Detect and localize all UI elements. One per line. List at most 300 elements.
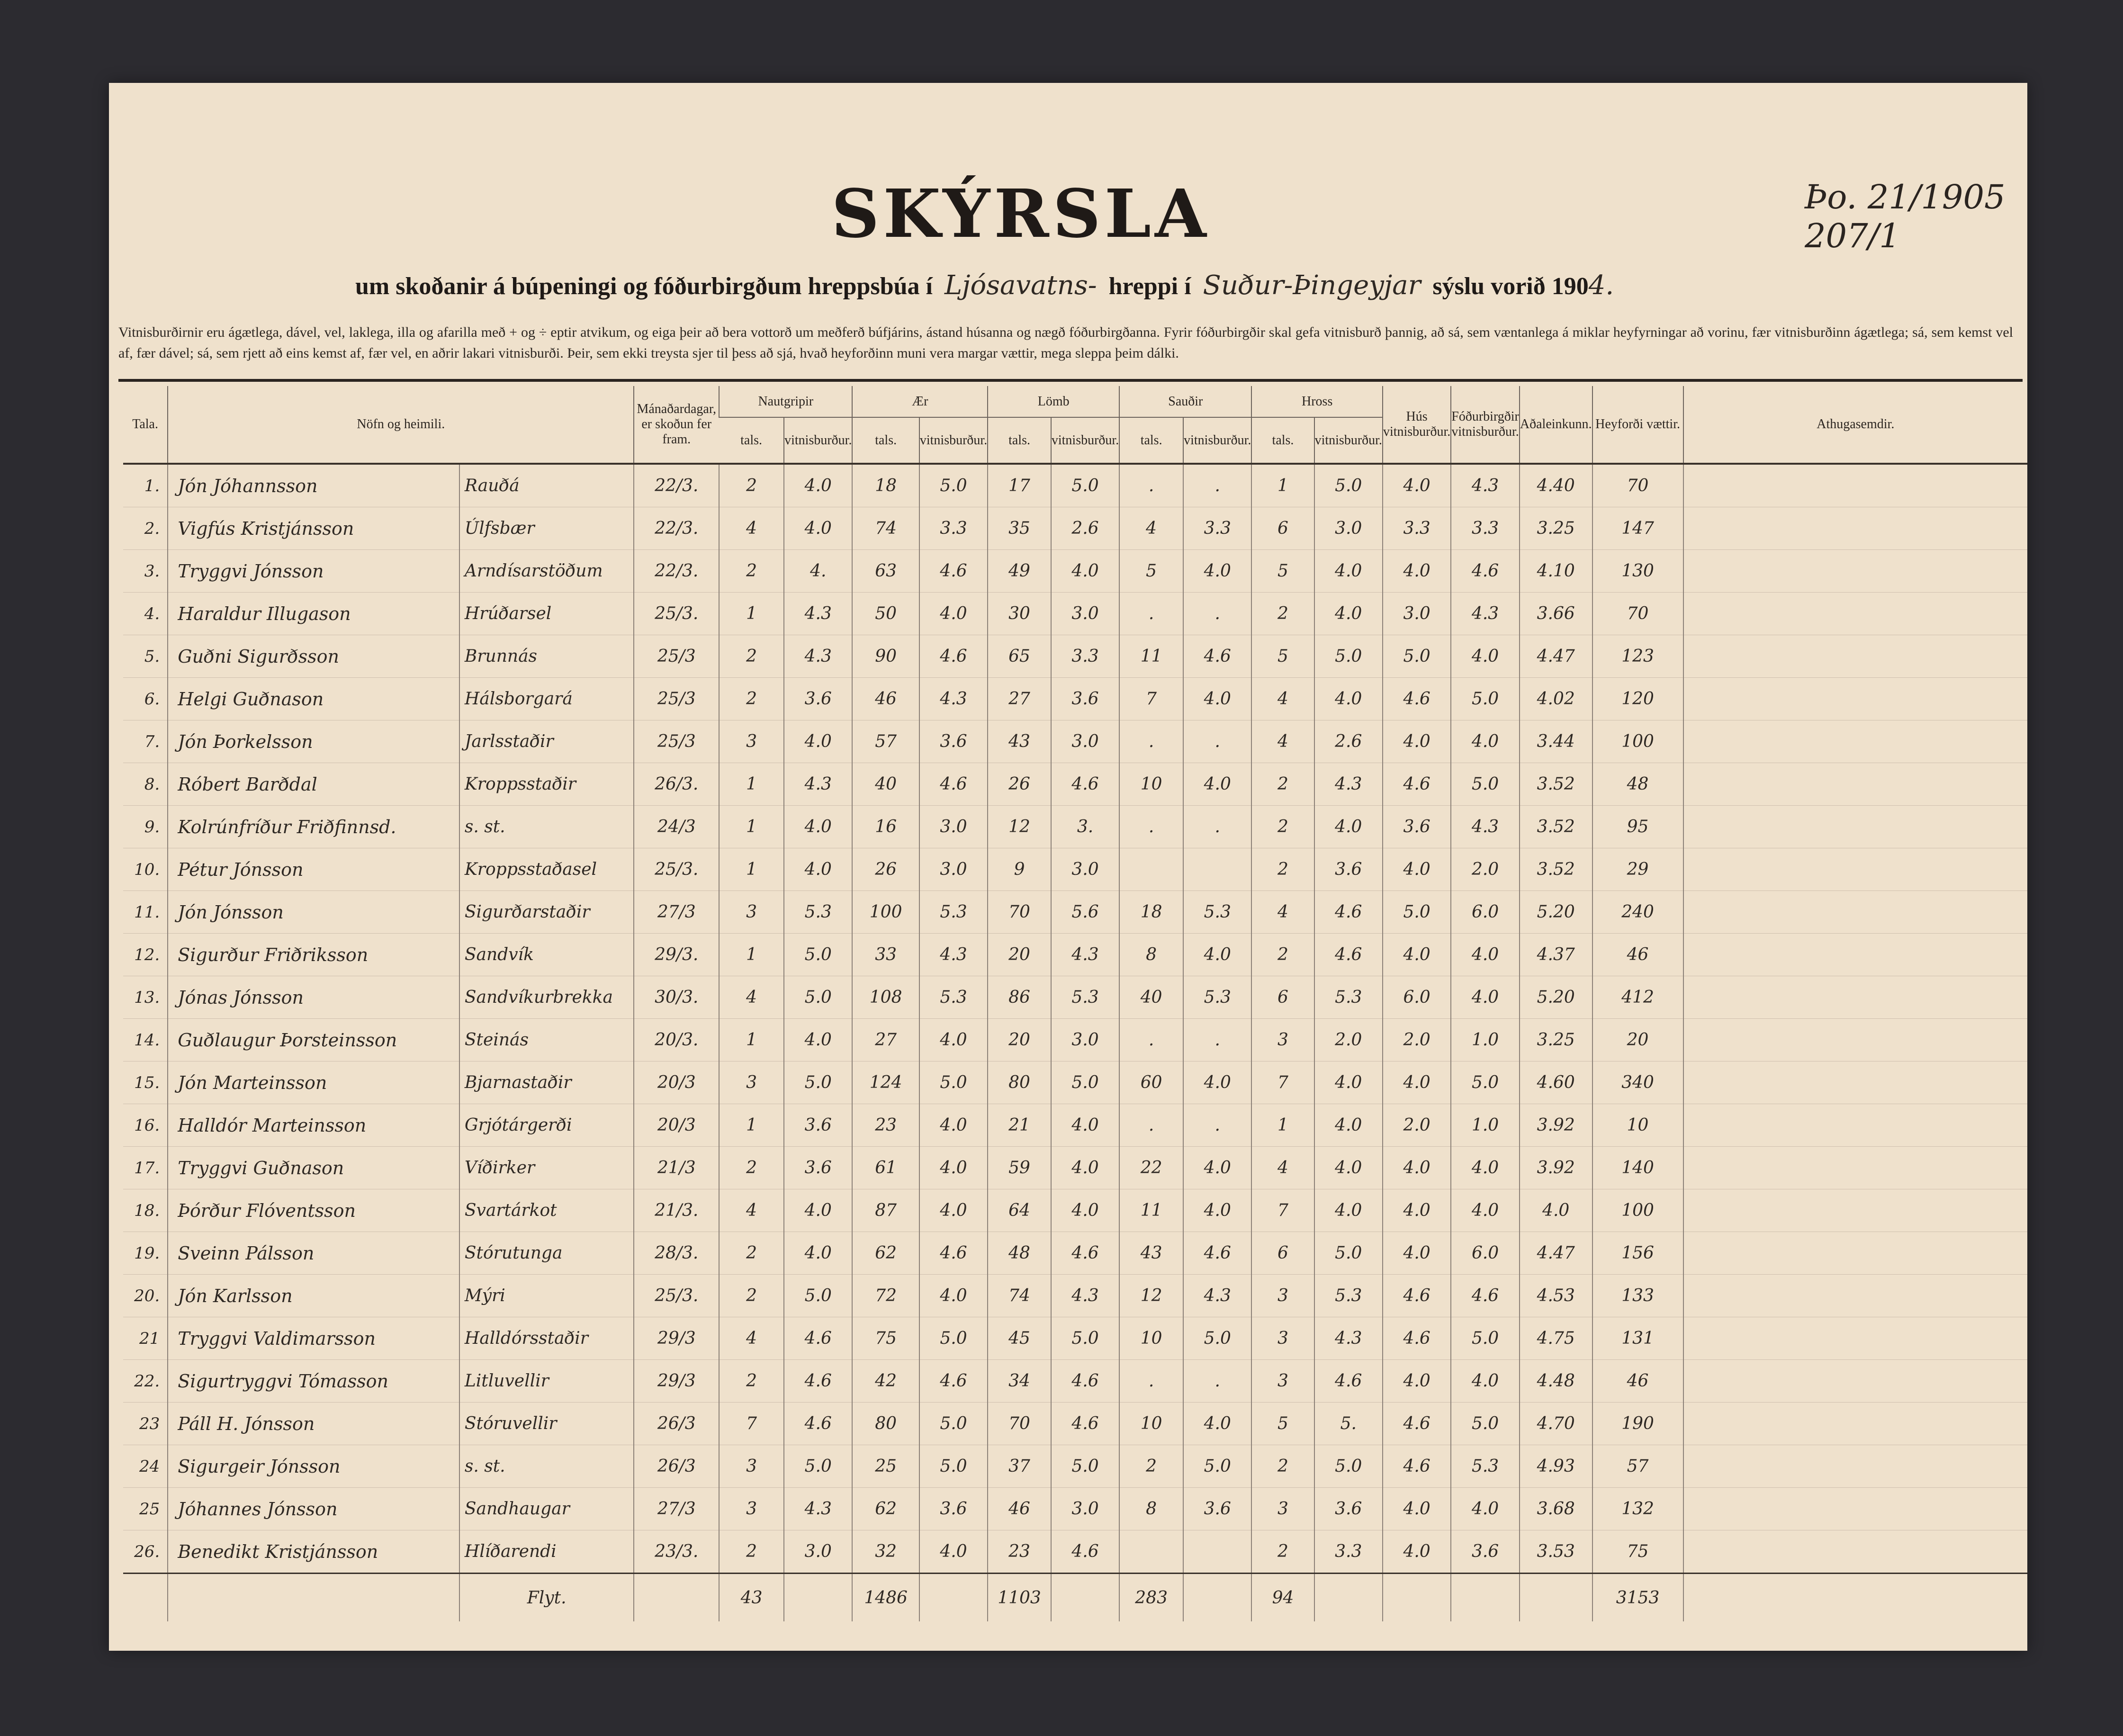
- row-nautgripir-vitnisburdur: 5.0: [784, 976, 852, 1019]
- table-row: [123, 1104, 2027, 1147]
- row-lomb-tals: 12: [988, 806, 1051, 848]
- row-date: 27/3: [634, 891, 719, 934]
- row-adaleinkunn: 3.68: [1520, 1488, 1592, 1530]
- row-adaleinkunn: 4.47: [1520, 635, 1592, 678]
- row-adaleinkunn: 4.0: [1520, 1189, 1592, 1232]
- row-fodurbirgdir: 6.0: [1451, 1232, 1520, 1275]
- row-nautgripir-tals: 2: [719, 1275, 784, 1317]
- row-athugasemdir: [1683, 464, 2027, 507]
- row-saudir-tals: 12: [1119, 1275, 1183, 1317]
- row-adaleinkunn: 4.53: [1520, 1275, 1592, 1317]
- row-aer-tals: 18: [852, 464, 919, 507]
- row-saudir-vitnisburdur: 4.0: [1183, 550, 1251, 593]
- table-body: [123, 464, 2027, 1574]
- row-athugasemdir: [1683, 593, 2027, 635]
- subcol-vitnisburdur: vitnisburður.: [784, 417, 852, 464]
- row-saudir-tals: 11: [1119, 1189, 1183, 1232]
- table-row: [123, 550, 2027, 593]
- row-adaleinkunn: 3.52: [1520, 763, 1592, 806]
- row-nautgripir-vitnisburdur: 4.0: [784, 1019, 852, 1061]
- row-athugasemdir: [1683, 1275, 2027, 1317]
- row-lomb-vitnisburdur: 3.0: [1051, 720, 1119, 763]
- row-heyfordi: 123: [1592, 635, 1683, 678]
- row-name: Jónas Jónsson: [168, 976, 459, 1019]
- row-aer-vitnisburdur: 5.0: [919, 1061, 988, 1104]
- row-fodurbirgdir: 2.0: [1451, 848, 1520, 891]
- row-adaleinkunn: 4.47: [1520, 1232, 1592, 1275]
- row-hross-vitnisburdur: 2.0: [1314, 1019, 1383, 1061]
- row-lomb-vitnisburdur: 4.6: [1051, 763, 1119, 806]
- row-saudir-vitnisburdur: 4.0: [1183, 763, 1251, 806]
- row-lomb-vitnisburdur: 5.0: [1051, 464, 1119, 507]
- row-hus: 5.0: [1383, 891, 1451, 934]
- row-fodurbirgdir: 5.0: [1451, 763, 1520, 806]
- row-hross-vitnisburdur: 4.0: [1314, 1189, 1383, 1232]
- row-fodurbirgdir: 4.0: [1451, 635, 1520, 678]
- table-row: [123, 1488, 2027, 1530]
- row-hross-tals: 7: [1251, 1061, 1314, 1104]
- row-heyfordi: 156: [1592, 1232, 1683, 1275]
- row-nautgripir-vitnisburdur: 5.3: [784, 891, 852, 934]
- row-nautgripir-tals: 7: [719, 1403, 784, 1445]
- row-lomb-vitnisburdur: 4.0: [1051, 1104, 1119, 1147]
- col-fodurbirgdir: Fóðurbirgðir vitnisburður.: [1451, 386, 1520, 464]
- row-aer-tals: 32: [852, 1530, 919, 1574]
- col-hross: Hross: [1251, 386, 1383, 417]
- row-date: 21/3: [634, 1147, 719, 1189]
- row-fodurbirgdir: 5.0: [1451, 1403, 1520, 1445]
- row-saudir-vitnisburdur: .: [1183, 1104, 1251, 1147]
- row-hus: 4.0: [1383, 1488, 1451, 1530]
- row-adaleinkunn: 3.52: [1520, 806, 1592, 848]
- row-hross-tals: 2: [1251, 806, 1314, 848]
- row-saudir-tals: 18: [1119, 891, 1183, 934]
- row-nautgripir-vitnisburdur: 3.6: [784, 678, 852, 720]
- row-nautgripir-vitnisburdur: 4.6: [784, 1317, 852, 1360]
- row-hross-vitnisburdur: 3.0: [1314, 507, 1383, 550]
- subcol-tals: tals.: [1119, 417, 1183, 464]
- row-saudir-tals: 7: [1119, 678, 1183, 720]
- reference-note: Þo. 21/1905 207/1: [1805, 178, 2006, 255]
- row-lomb-vitnisburdur: 4.0: [1051, 1147, 1119, 1189]
- row-date: 26/3: [634, 1403, 719, 1445]
- row-saudir-tals: 10: [1119, 763, 1183, 806]
- year-digit-field: 4.: [1588, 270, 1614, 301]
- row-adaleinkunn: 4.93: [1520, 1445, 1592, 1488]
- row-nautgripir-vitnisburdur: 4.0: [784, 1189, 852, 1232]
- row-fodurbirgdir: 4.6: [1451, 550, 1520, 593]
- row-hus: 4.0: [1383, 550, 1451, 593]
- row-hross-vitnisburdur: 3.3: [1314, 1530, 1383, 1574]
- row-lomb-tals: 20: [988, 1019, 1051, 1061]
- totals-empty: [1051, 1574, 1119, 1622]
- row-heyfordi: 132: [1592, 1488, 1683, 1530]
- row-lomb-tals: 23: [988, 1530, 1051, 1574]
- table-row: [123, 1061, 2027, 1104]
- row-aer-vitnisburdur: 5.3: [919, 891, 988, 934]
- row-number: 3.: [123, 550, 168, 593]
- row-hross-tals: 2: [1251, 593, 1314, 635]
- row-lomb-tals: 17: [988, 464, 1051, 507]
- row-athugasemdir: [1683, 1061, 2027, 1104]
- table-row: [123, 1147, 2027, 1189]
- row-hus: 3.6: [1383, 806, 1451, 848]
- row-aer-vitnisburdur: 4.6: [919, 1232, 988, 1275]
- row-aer-vitnisburdur: 4.6: [919, 763, 988, 806]
- row-nautgripir-vitnisburdur: 4.6: [784, 1403, 852, 1445]
- col-aer: Ær: [852, 386, 988, 417]
- row-date: 28/3.: [634, 1232, 719, 1275]
- row-aer-vitnisburdur: 4.0: [919, 593, 988, 635]
- row-heyfordi: 147: [1592, 507, 1683, 550]
- row-adaleinkunn: 3.44: [1520, 720, 1592, 763]
- table-row: [123, 678, 2027, 720]
- subcol-vitnisburdur: vitnisburður.: [1051, 417, 1119, 464]
- row-lomb-vitnisburdur: 5.0: [1051, 1445, 1119, 1488]
- row-number: 26.: [123, 1530, 168, 1574]
- row-hus: 4.6: [1383, 1275, 1451, 1317]
- table-row: [123, 1189, 2027, 1232]
- row-saudir-vitnisburdur: .: [1183, 806, 1251, 848]
- row-saudir-vitnisburdur: .: [1183, 1360, 1251, 1403]
- row-nautgripir-vitnisburdur: 4.0: [784, 1232, 852, 1275]
- row-aer-tals: 124: [852, 1061, 919, 1104]
- row-date: 22/3.: [634, 507, 719, 550]
- row-aer-tals: 108: [852, 976, 919, 1019]
- row-adaleinkunn: 4.37: [1520, 934, 1592, 976]
- row-hus: 4.0: [1383, 720, 1451, 763]
- row-lomb-tals: 64: [988, 1189, 1051, 1232]
- row-aer-vitnisburdur: 5.0: [919, 1445, 988, 1488]
- row-name: Jóhannes Jónsson: [168, 1488, 459, 1530]
- subcol-vitnisburdur: vitnisburður.: [919, 417, 988, 464]
- totals-row: [123, 1574, 2027, 1622]
- table-row: [123, 1360, 2027, 1403]
- row-nautgripir-tals: 2: [719, 1360, 784, 1403]
- row-home: Sigurðarstaðir: [459, 891, 634, 934]
- row-fodurbirgdir: 4.0: [1451, 1488, 1520, 1530]
- row-home: Sandvík: [459, 934, 634, 976]
- row-hross-tals: 2: [1251, 848, 1314, 891]
- row-nautgripir-vitnisburdur: 5.0: [784, 1061, 852, 1104]
- row-hross-vitnisburdur: 4.0: [1314, 1147, 1383, 1189]
- row-saudir-tals: .: [1119, 1104, 1183, 1147]
- row-hus: 4.0: [1383, 1232, 1451, 1275]
- row-date: 25/3.: [634, 1275, 719, 1317]
- row-home: s. st.: [459, 1445, 634, 1488]
- row-name: Pétur Jónsson: [168, 848, 459, 891]
- row-nautgripir-vitnisburdur: 5.0: [784, 1275, 852, 1317]
- row-number: 21: [123, 1317, 168, 1360]
- row-adaleinkunn: 3.92: [1520, 1104, 1592, 1147]
- totals-empty: [1183, 1574, 1251, 1622]
- row-hross-tals: 5: [1251, 550, 1314, 593]
- row-hross-vitnisburdur: 4.0: [1314, 593, 1383, 635]
- row-heyfordi: 70: [1592, 464, 1683, 507]
- row-number: 22.: [123, 1360, 168, 1403]
- row-name: Tryggvi Valdimarsson: [168, 1317, 459, 1360]
- col-athugasemdir: Athugasemdir.: [1683, 386, 2027, 464]
- row-name: Jón Jónsson: [168, 891, 459, 934]
- total-heyfordi: 3153: [1592, 1574, 1683, 1622]
- row-fodurbirgdir: 4.0: [1451, 976, 1520, 1019]
- row-hross-vitnisburdur: 2.6: [1314, 720, 1383, 763]
- row-hus: 4.6: [1383, 1445, 1451, 1488]
- row-number: 15.: [123, 1061, 168, 1104]
- row-saudir-tals: 8: [1119, 934, 1183, 976]
- row-home: Mýri: [459, 1275, 634, 1317]
- row-hross-vitnisburdur: 3.6: [1314, 848, 1383, 891]
- row-aer-vitnisburdur: 5.0: [919, 464, 988, 507]
- row-nautgripir-vitnisburdur: 3.6: [784, 1104, 852, 1147]
- row-date: 25/3: [634, 635, 719, 678]
- row-nautgripir-tals: 1: [719, 763, 784, 806]
- subcol-tals: tals.: [852, 417, 919, 464]
- row-fodurbirgdir: 5.0: [1451, 678, 1520, 720]
- row-nautgripir-tals: 1: [719, 1019, 784, 1061]
- table-row: [123, 507, 2027, 550]
- total-hross: 94: [1251, 1574, 1314, 1622]
- row-adaleinkunn: 3.92: [1520, 1147, 1592, 1189]
- row-name: Sveinn Pálsson: [168, 1232, 459, 1275]
- row-hross-tals: 6: [1251, 976, 1314, 1019]
- row-adaleinkunn: 4.10: [1520, 550, 1592, 593]
- row-saudir-tals: 43: [1119, 1232, 1183, 1275]
- form-subtitle: [355, 270, 1614, 301]
- row-fodurbirgdir: 6.0: [1451, 891, 1520, 934]
- row-lomb-vitnisburdur: 3.: [1051, 806, 1119, 848]
- row-date: 29/3.: [634, 934, 719, 976]
- row-saudir-vitnisburdur: 3.3: [1183, 507, 1251, 550]
- row-nautgripir-tals: 2: [719, 1147, 784, 1189]
- row-date: 21/3.: [634, 1189, 719, 1232]
- row-saudir-tals: 8: [1119, 1488, 1183, 1530]
- row-saudir-vitnisburdur: 4.0: [1183, 1061, 1251, 1104]
- row-athugasemdir: [1683, 1530, 2027, 1574]
- subcol-vitnisburdur: vitnisburður.: [1183, 417, 1251, 464]
- row-hross-tals: 3: [1251, 1019, 1314, 1061]
- row-date: 25/3.: [634, 593, 719, 635]
- row-aer-tals: 26: [852, 848, 919, 891]
- row-hross-vitnisburdur: 4.0: [1314, 1104, 1383, 1147]
- row-heyfordi: 10: [1592, 1104, 1683, 1147]
- row-lomb-vitnisburdur: 4.6: [1051, 1530, 1119, 1574]
- row-athugasemdir: [1683, 1445, 2027, 1488]
- totals-empty: [1314, 1574, 1383, 1622]
- row-home: Úlfsbær: [459, 507, 634, 550]
- row-hross-vitnisburdur: 3.6: [1314, 1488, 1383, 1530]
- table-row: [123, 1530, 2027, 1574]
- row-lomb-tals: 43: [988, 720, 1051, 763]
- total-aer: 1486: [852, 1574, 919, 1622]
- totals-empty: [919, 1574, 988, 1622]
- row-nautgripir-vitnisburdur: 5.0: [784, 1445, 852, 1488]
- row-aer-vitnisburdur: 5.0: [919, 1403, 988, 1445]
- row-hus: 3.0: [1383, 593, 1451, 635]
- row-saudir-vitnisburdur: 4.0: [1183, 1189, 1251, 1232]
- row-date: 20/3.: [634, 1019, 719, 1061]
- row-nautgripir-vitnisburdur: 4.0: [784, 720, 852, 763]
- row-nautgripir-tals: 1: [719, 934, 784, 976]
- row-number: 14.: [123, 1019, 168, 1061]
- row-fodurbirgdir: 3.3: [1451, 507, 1520, 550]
- row-lomb-vitnisburdur: 5.3: [1051, 976, 1119, 1019]
- row-aer-vitnisburdur: 4.6: [919, 550, 988, 593]
- row-aer-vitnisburdur: 4.6: [919, 1360, 988, 1403]
- row-athugasemdir: [1683, 1488, 2027, 1530]
- row-heyfordi: 48: [1592, 763, 1683, 806]
- row-hross-tals: 1: [1251, 1104, 1314, 1147]
- row-number: 12.: [123, 934, 168, 976]
- row-nautgripir-vitnisburdur: 4.3: [784, 635, 852, 678]
- row-lomb-vitnisburdur: 4.6: [1051, 1360, 1119, 1403]
- table-row: [123, 1232, 2027, 1275]
- row-name: Jón Jóhannsson: [168, 464, 459, 507]
- row-athugasemdir: [1683, 891, 2027, 934]
- row-aer-tals: 16: [852, 806, 919, 848]
- row-aer-tals: 42: [852, 1360, 919, 1403]
- row-fodurbirgdir: 5.3: [1451, 1445, 1520, 1488]
- form-title: SKÝRSLA: [831, 175, 1210, 253]
- row-aer-tals: 63: [852, 550, 919, 593]
- row-aer-tals: 87: [852, 1189, 919, 1232]
- row-hross-tals: 5: [1251, 635, 1314, 678]
- row-nautgripir-tals: 1: [719, 806, 784, 848]
- row-home: s. st.: [459, 806, 634, 848]
- row-nautgripir-tals: 3: [719, 1061, 784, 1104]
- subtitle-middle: hreppi í: [1108, 273, 1191, 300]
- row-athugasemdir: [1683, 763, 2027, 806]
- table-row: [123, 1445, 2027, 1488]
- totals-empty: [634, 1574, 719, 1622]
- row-home: Jarlsstaðir: [459, 720, 634, 763]
- row-hus: 4.6: [1383, 763, 1451, 806]
- row-nautgripir-vitnisburdur: 4.6: [784, 1360, 852, 1403]
- row-athugasemdir: [1683, 507, 2027, 550]
- row-aer-tals: 46: [852, 678, 919, 720]
- form-sheet: [109, 83, 2027, 1651]
- row-hross-vitnisburdur: 4.3: [1314, 1317, 1383, 1360]
- row-hus: 4.0: [1383, 1530, 1451, 1574]
- row-adaleinkunn: 5.20: [1520, 891, 1592, 934]
- row-number: 17.: [123, 1147, 168, 1189]
- row-home: Rauðá: [459, 464, 634, 507]
- row-saudir-tals: .: [1119, 1360, 1183, 1403]
- row-number: 5.: [123, 635, 168, 678]
- row-fodurbirgdir: 4.0: [1451, 1360, 1520, 1403]
- row-adaleinkunn: 3.53: [1520, 1530, 1592, 1574]
- row-heyfordi: 240: [1592, 891, 1683, 934]
- row-name: Páll H. Jónsson: [168, 1403, 459, 1445]
- row-lomb-tals: 35: [988, 507, 1051, 550]
- row-nautgripir-tals: 2: [719, 550, 784, 593]
- row-hross-tals: 7: [1251, 1189, 1314, 1232]
- row-aer-vitnisburdur: 4.0: [919, 1275, 988, 1317]
- row-home: Bjarnastaðir: [459, 1061, 634, 1104]
- row-date: 22/3.: [634, 550, 719, 593]
- instructions-text: Vitnisburðirnir eru ágætlega, dável, vel, laklega, illa og afarilla með + og ÷ eptir atvikum, og eiga þeir að bera vottorð um meðferð búfjárins, ástand húsanna og nægð fóðurbirgðanna. Fyrir fóðurbirgðir skal gefa vitnisburð þannig, að sá, sem væntanlega á miklar heyfyrningar að vorinu, fær vitnisburðinn ágætlega; sá, sem kemst vel af, fær dável; sá, sem rjett að eins kemst af, fær vel, en aðrir lakari vitnisburði. Þeir, sem ekki treysta sjer til þess að sjá, hvað heyforðinn muni vera margar vættir, mega sleppa þeim dálki.: [118, 324, 2013, 361]
- row-name: Sigurður Friðriksson: [168, 934, 459, 976]
- row-nautgripir-vitnisburdur: 4.: [784, 550, 852, 593]
- row-nautgripir-vitnisburdur: 3.6: [784, 1147, 852, 1189]
- row-heyfordi: 130: [1592, 550, 1683, 593]
- header-rule: [118, 379, 2023, 382]
- row-aer-tals: 62: [852, 1232, 919, 1275]
- table-row: [123, 976, 2027, 1019]
- col-manadardagar: Mánaðardagar, er skoðun fer fram.: [634, 386, 719, 464]
- row-aer-tals: 33: [852, 934, 919, 976]
- row-hross-tals: 2: [1251, 1530, 1314, 1574]
- row-hross-tals: 4: [1251, 678, 1314, 720]
- row-lomb-tals: 45: [988, 1317, 1051, 1360]
- row-nautgripir-tals: 4: [719, 1317, 784, 1360]
- row-home: Grjótárgerði: [459, 1104, 634, 1147]
- row-adaleinkunn: 4.60: [1520, 1061, 1592, 1104]
- row-hross-vitnisburdur: 4.0: [1314, 1061, 1383, 1104]
- row-nautgripir-tals: 4: [719, 976, 784, 1019]
- row-hross-tals: 6: [1251, 507, 1314, 550]
- row-nautgripir-tals: 1: [719, 848, 784, 891]
- row-home: Stórutunga: [459, 1232, 634, 1275]
- row-number: 24: [123, 1445, 168, 1488]
- row-fodurbirgdir: 1.0: [1451, 1104, 1520, 1147]
- row-number: 19.: [123, 1232, 168, 1275]
- row-aer-tals: 72: [852, 1275, 919, 1317]
- row-hross-tals: 3: [1251, 1317, 1314, 1360]
- row-hross-tals: 4: [1251, 1147, 1314, 1189]
- row-nautgripir-tals: 2: [719, 678, 784, 720]
- col-heyfordi: Heyforði vættir.: [1592, 386, 1683, 464]
- row-hus: 2.0: [1383, 1019, 1451, 1061]
- row-lomb-tals: 9: [988, 848, 1051, 891]
- row-number: 23: [123, 1403, 168, 1445]
- row-number: 18.: [123, 1189, 168, 1232]
- table-row: [123, 1317, 2027, 1360]
- row-hross-vitnisburdur: 5.0: [1314, 1445, 1383, 1488]
- row-hross-tals: 1: [1251, 464, 1314, 507]
- row-saudir-vitnisburdur: [1183, 848, 1251, 891]
- totals-empty: [1520, 1574, 1592, 1622]
- row-heyfordi: 57: [1592, 1445, 1683, 1488]
- row-date: 25/3: [634, 720, 719, 763]
- row-athugasemdir: [1683, 1147, 2027, 1189]
- row-lomb-tals: 70: [988, 1403, 1051, 1445]
- row-lomb-vitnisburdur: 2.6: [1051, 507, 1119, 550]
- row-fodurbirgdir: 4.3: [1451, 464, 1520, 507]
- row-heyfordi: 340: [1592, 1061, 1683, 1104]
- row-nautgripir-vitnisburdur: 4.0: [784, 848, 852, 891]
- row-hross-vitnisburdur: 5.: [1314, 1403, 1383, 1445]
- row-lomb-vitnisburdur: 4.0: [1051, 550, 1119, 593]
- col-nautgripir: Nautgripir: [719, 386, 852, 417]
- row-hross-vitnisburdur: 5.3: [1314, 976, 1383, 1019]
- row-hus: 5.0: [1383, 635, 1451, 678]
- row-fodurbirgdir: 4.0: [1451, 1147, 1520, 1189]
- row-fodurbirgdir: 5.0: [1451, 1061, 1520, 1104]
- row-name: Guðlaugur Þorsteinsson: [168, 1019, 459, 1061]
- row-nautgripir-vitnisburdur: 4.0: [784, 464, 852, 507]
- subcol-tals: tals.: [719, 417, 784, 464]
- row-hross-tals: 5: [1251, 1403, 1314, 1445]
- row-number: 7.: [123, 720, 168, 763]
- row-heyfordi: 20: [1592, 1019, 1683, 1061]
- row-name: Vigfús Kristjánsson: [168, 507, 459, 550]
- row-athugasemdir: [1683, 976, 2027, 1019]
- sysla-field: Suður-Þingeyjar: [1203, 270, 1421, 301]
- row-home: Litluvellir: [459, 1360, 634, 1403]
- row-saudir-vitnisburdur: .: [1183, 720, 1251, 763]
- row-aer-vitnisburdur: 4.0: [919, 1104, 988, 1147]
